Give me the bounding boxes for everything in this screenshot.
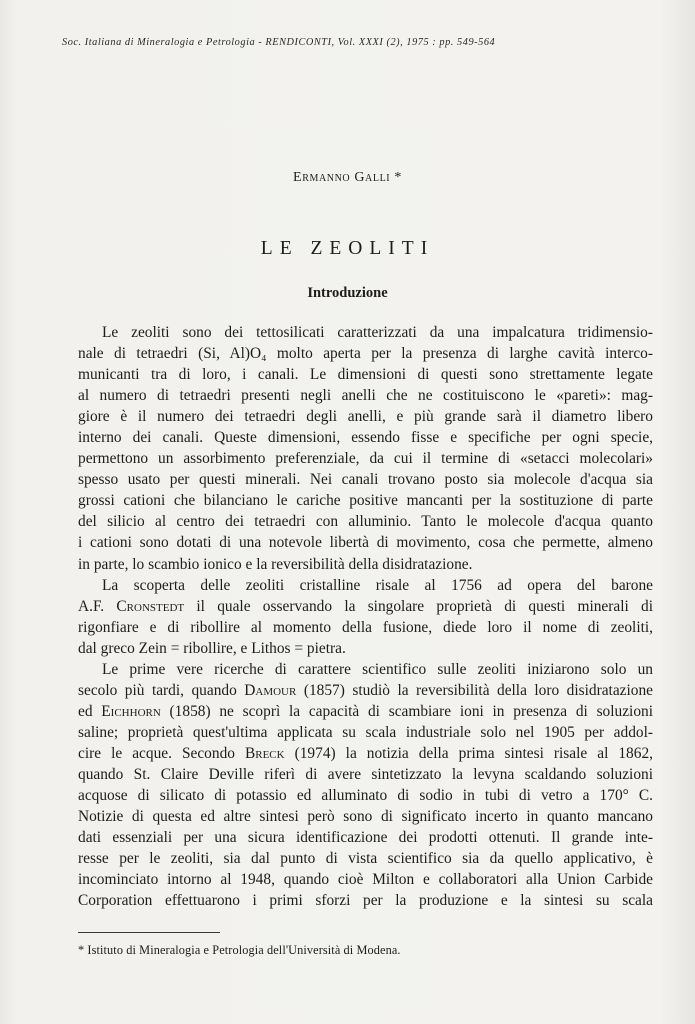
text-line: secolo più tardi, quando Damour (1857) studiò la reversibilità della loro disidratazione	[78, 681, 653, 699]
text-line: quando St. Claire Deville riferì di avere sintetizzato la levyna scaldando soluzioni	[78, 765, 653, 783]
text-line: Corporation effettuarono i primi sforzi per la produzione e la sintesi su scala	[78, 892, 653, 910]
text-line: dati essenziali per una sicura identificazione dei prodotti ottenuti. Il grande inte-	[78, 829, 653, 847]
text-line: grossi cationi che bilanciano le cariche positive mancanti per la sostituzione di parte	[78, 492, 653, 510]
text-line: Le zeoliti sono dei tettosilicati caratterizzati da una impalcatura tridimensio-	[102, 324, 653, 341]
section-heading: Introduzione	[307, 285, 388, 301]
text-line: interno dei canali. Queste dimensioni, essendo fisse e specifiche per ogni specie,	[78, 429, 653, 447]
text-line: permettono un assorbimento preferenziale, da cui il termine di «setacci molecolari»	[78, 450, 653, 468]
footnote: * Istituto di Mineralogia e Petrologia dell'Università di Modena.	[78, 943, 401, 957]
running-head: Soc. Italiana di Mineralogia e Petrologia - RENDICONTI, Vol. XXXI (2), 1975 : pp. 549-564	[62, 37, 496, 48]
text-line: Notizie di questa ed altre sintesi però sono di significato incerto in quanto mancano	[78, 808, 653, 826]
text-line: i cationi sono dotati di una notevole libertà di movimento, cosa che permette, almeno	[78, 534, 653, 552]
text-line: resse per le zeoliti, sia dal punto di vista scientifico sia da quello applicativo, è	[78, 850, 653, 868]
text-line: dal greco Zein = ribollire, e Lithos = pietra.	[78, 639, 346, 657]
author-name: Ermanno Galli *	[293, 170, 402, 185]
text-line: municanti tra di loro, i canali. Le dimensioni di questi sono strettamente legate	[78, 366, 653, 384]
text-line: spesso usato per questi minerali. Nei canali trovano posto sia molecole d'acqua sia	[78, 471, 653, 489]
body-text	[78, 322, 653, 911]
text-line: acquose di silicato di potassio ed alluminato di sodio in tubi di vetro a 170° C.	[78, 787, 653, 805]
text-line: giore è il numero dei tetraedri degli anelli, e più grande sarà il diametro libero	[78, 408, 653, 426]
text-line: incominciato intorno al 1948, quando cioè Milton e collaboratori alla Union Carbide	[78, 871, 653, 889]
text-line: Le prime vere ricerche di carattere scientifico sulle zeoliti iniziarono solo un	[102, 660, 653, 678]
text-line: ed Eichhorn (1858) ne scoprì la capacità di scambiare ioni in presenza di soluzioni	[78, 702, 653, 720]
text-line: A.F. Cronstedt il quale osservando la singolare proprietà di questi minerali di	[78, 597, 653, 615]
text-line: La scoperta delle zeoliti cristalline risale al 1756 ad opera del barone	[102, 576, 653, 594]
text-line: nale di tetraedri (Si, Al)O₄ molto aperta per la presenza di larghe cavità interco-	[78, 345, 653, 363]
text-line: al numero di tetraedri presenti negli anelli che ne costituiscono le «pareti»: mag-	[78, 387, 653, 405]
text-line: saline; proprietà quest'ultima applicata su scala industriale solo nel 1905 per addol-	[78, 723, 653, 741]
text-line: del silicio al centro dei tetraedri con alluminio. Tanto le molecole d'acqua quanto	[78, 513, 653, 531]
footnote-rule	[78, 932, 220, 933]
text-line: rigonfiare e di ribollire al momento della fusione, diede loro il nome di zeoliti,	[78, 618, 653, 636]
article-title: LE ZEOLITI	[260, 238, 435, 259]
text-line: in parte, lo scambio ionico e la reversibilità della disidratazione.	[78, 555, 473, 573]
text-line: cire le acque. Secondo Breck (1974) la notizia della prima sintesi risale al 1862,	[78, 744, 653, 762]
